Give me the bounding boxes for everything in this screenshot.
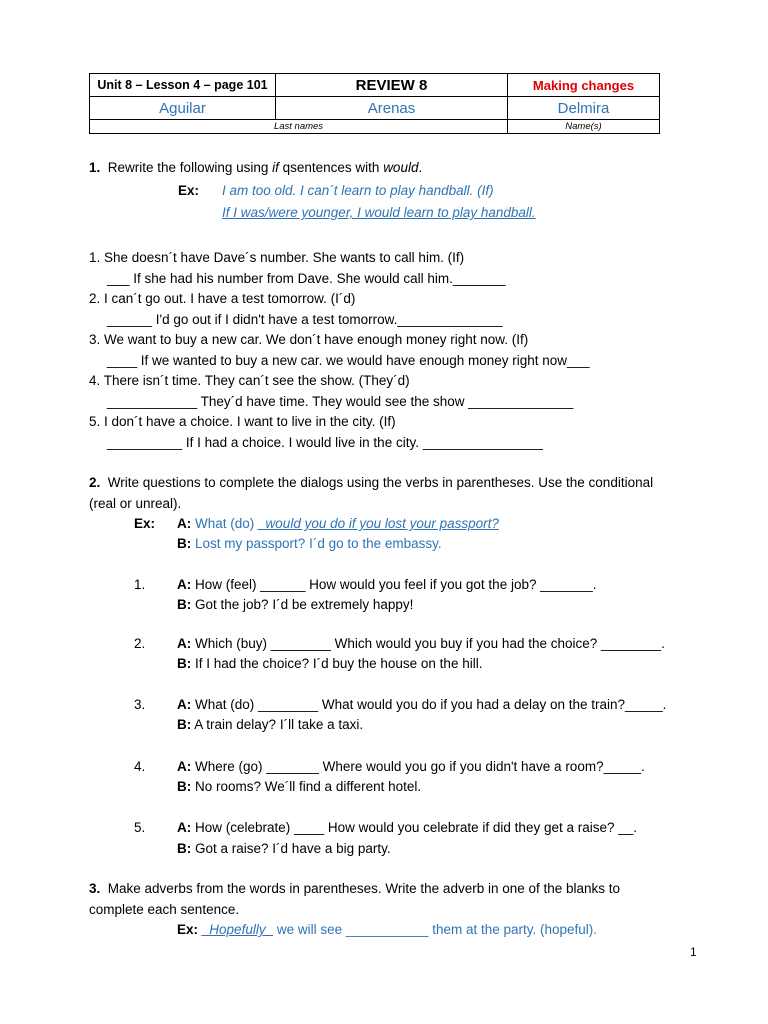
s2-item-5-b: B: Got a raise? I´d have a big party. [177,841,391,856]
section1-example-answer: If I was/were younger, I would learn to play handball. [222,205,536,220]
first-name: Delmira [508,97,660,120]
s1-item-5-question: 5. I don´t have a choice. I want to live in the city. (If) [89,414,396,429]
section1-ex-label: Ex: [178,183,200,198]
last-names-label: Last names [90,120,508,134]
s2-item-5-number: 5. [134,820,146,835]
s1-item-5-answer: __________ If I had a choice. I would live in the city. ________________ [107,435,543,450]
s2-item-3-a: A: What (do) ________ What would you do if you had a delay on the train?_____. [177,697,667,712]
review-title: REVIEW 8 [276,74,508,97]
s2-item-4-b: B: No rooms? We´ll find a different hotel. [177,779,422,794]
topic-title: Making changes [508,74,660,97]
section2-instruction-cont: (real or unreal). [89,496,182,511]
section2-instruction: 2. Write questions to complete the dialogs using the verbs in parentheses. Use the conditional [89,475,654,490]
last-name-1: Aguilar [90,97,276,120]
s2-item-3-b: B: A train delay? I´ll take a taxi. [177,717,364,732]
s2-item-1-number: 1. [134,577,146,592]
s2-item-2-b: B: If I had the choice? I´d buy the house on the hill. [177,656,483,671]
s1-item-3-answer: ____ If we wanted to buy a new car. we would have enough money right now___ [107,353,590,368]
s1-item-3-question: 3. We want to buy a new car. We don´t have enough money right now. (If) [89,332,529,347]
last-name-2: Arenas [276,97,508,120]
s1-item-2-answer: ______ I'd go out if I didn't have a test tomorrow.______________ [107,312,503,327]
section1-instruction: 1. Rewrite the following using if qsentences with would. [89,160,423,175]
section2-example-b: B: Lost my passport? I´d go to the embassy. [177,536,442,551]
names-label: Name(s) [508,120,660,134]
page-number: 1 [690,945,697,959]
s1-item-4-answer: ____________ They´d have time. They would see the show ______________ [107,394,574,409]
header-table [89,73,660,134]
section3-instruction-cont: complete each sentence. [89,902,240,917]
s2-item-5-a: A: How (celebrate) ____ How would you celebrate if did they get a raise? __. [177,820,638,835]
section1-example-question: I am too old. I can´t learn to play handball. (If) [222,183,494,198]
s1-item-4-question: 4. There isn´t time. They can´t see the show. (They´d) [89,373,410,388]
section2-example-a: A: What (do) _would you do if you lost your passport? [177,516,499,531]
s2-item-4-a: A: Where (go) _______ Where would you go if you didn't have a room?_____. [177,759,645,774]
s2-item-4-number: 4. [134,759,146,774]
s2-item-2-number: 2. [134,636,146,651]
section3-example: Ex: _Hopefully_ we will see ___________ them at the party. (hopeful). [177,922,598,937]
section3-instruction: 3. Make adverbs from the words in parentheses. Write the adverb in one of the blanks to [89,881,621,896]
s2-item-2-a: A: Which (buy) ________ Which would you buy if you had the choice? ________. [177,636,665,651]
section2-ex-label: Ex: [134,516,156,531]
s2-item-1-a: A: How (feel) ______ How would you feel if you got the job? _______. [177,577,597,592]
unit-label: Unit 8 – Lesson 4 – page 101 [90,74,276,97]
s1-item-1-question: 1. She doesn´t have Dave´s number. She wants to call him. (If) [89,250,465,265]
s2-item-1-b: B: Got the job? I´d be extremely happy! [177,597,414,612]
s2-item-3-number: 3. [134,697,146,712]
s1-item-2-question: 2. I can´t go out. I have a test tomorrow. (I´d) [89,291,356,306]
s1-item-1-answer: ___ If she had his number from Dave. She would call him._______ [107,271,506,286]
